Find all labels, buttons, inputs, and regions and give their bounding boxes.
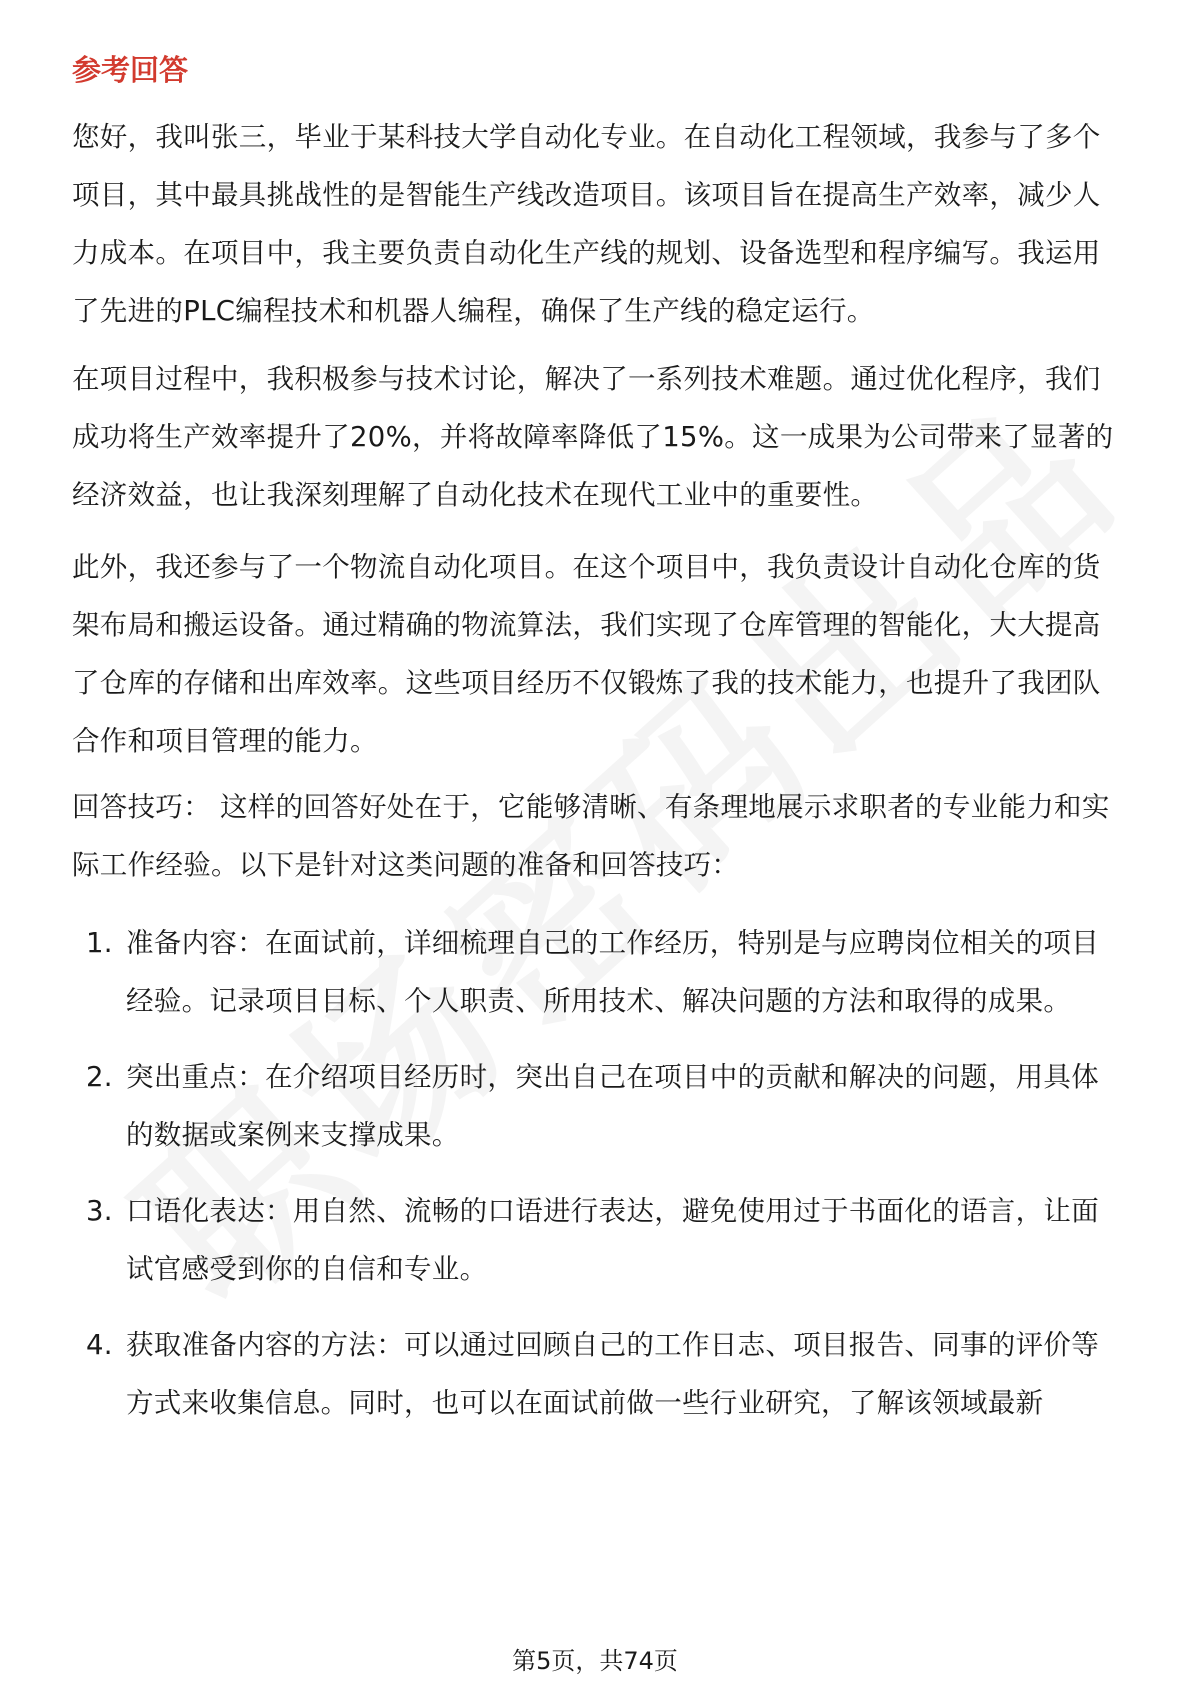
paragraph-logistics-project: 此外，我还参与了一个物流自动化项目。在这个项目中，我负责设计自动化仓库的货架布局和搬运设备。通过精确的物流算法，我们实现了仓库管理的智能化，大大提高了仓库的存储和出库效率。这些项目经历不仅锻炼了我的技术能力，也提升了我团队合作和项目管理的能力。 [72, 551, 1101, 757]
list-item-text: 获取准备内容的方法：可以通过回顾自己的工作日志、项目报告、同事的评价等方式来收集信息。同时，也可以在面试前做一些行业研究，了解该领域最新 [126, 1329, 1099, 1419]
list-item-number: 2. [86, 1061, 113, 1093]
tips-list [72, 914, 1122, 1432]
section-heading: 参考回答 [72, 53, 189, 87]
paragraph-project-results: 在项目过程中，我积极参与技术讨论，解决了一系列技术难题。通过优化程序，我们成功将生产效率提升了20%，并将故障率降低了15%。这一成果为公司带来了显著的经济效益，也让我深刻理解了自动化技术在现代工业中的重要性。 [72, 363, 1114, 511]
list-item-number: 3. [86, 1195, 113, 1227]
list-item-text: 口语化表达：用自然、流畅的口语进行表达，避免使用过于书面化的语言，让面试官感受到你的自信和专业。 [126, 1195, 1099, 1285]
list-item-text: 准备内容：在面试前，详细梳理自己的工作经历，特别是与应聘岗位相关的项目经验。记录项目目标、个人职责、所用技术、解决问题的方法和取得的成果。 [126, 927, 1099, 1017]
list-item [72, 1048, 1122, 1164]
list-item-number: 4. [86, 1329, 113, 1361]
list-item [72, 1182, 1122, 1298]
list-item-number: 1. [86, 927, 113, 959]
page-number: 第5页，共74页 [512, 1647, 678, 1675]
list-item [72, 1316, 1122, 1432]
list-item-text: 突出重点：在介绍项目经历时，突出自己在项目中的贡献和解决的问题，用具体的数据或案例来支撑成果。 [126, 1061, 1099, 1151]
paragraph-intro: 您好，我叫张三，毕业于某科技大学自动化专业。在自动化工程领域，我参与了多个项目，其中最具挑战性的是智能生产线改造项目。该项目旨在提高生产效率，减少人力成本。在项目中，我主要负责自动化生产线的规划、设备选型和程序编写。我运用了先进的PLC编程技术和机器人编程，确保了生产线的稳定运行。 [72, 121, 1101, 327]
paragraph-answer-tips: 回答技巧： 这样的回答好处在于，它能够清晰、有条理地展示求职者的专业能力和实际工作经验。以下是针对这类问题的准备和回答技巧： [72, 791, 1110, 881]
list-item [72, 914, 1122, 1030]
